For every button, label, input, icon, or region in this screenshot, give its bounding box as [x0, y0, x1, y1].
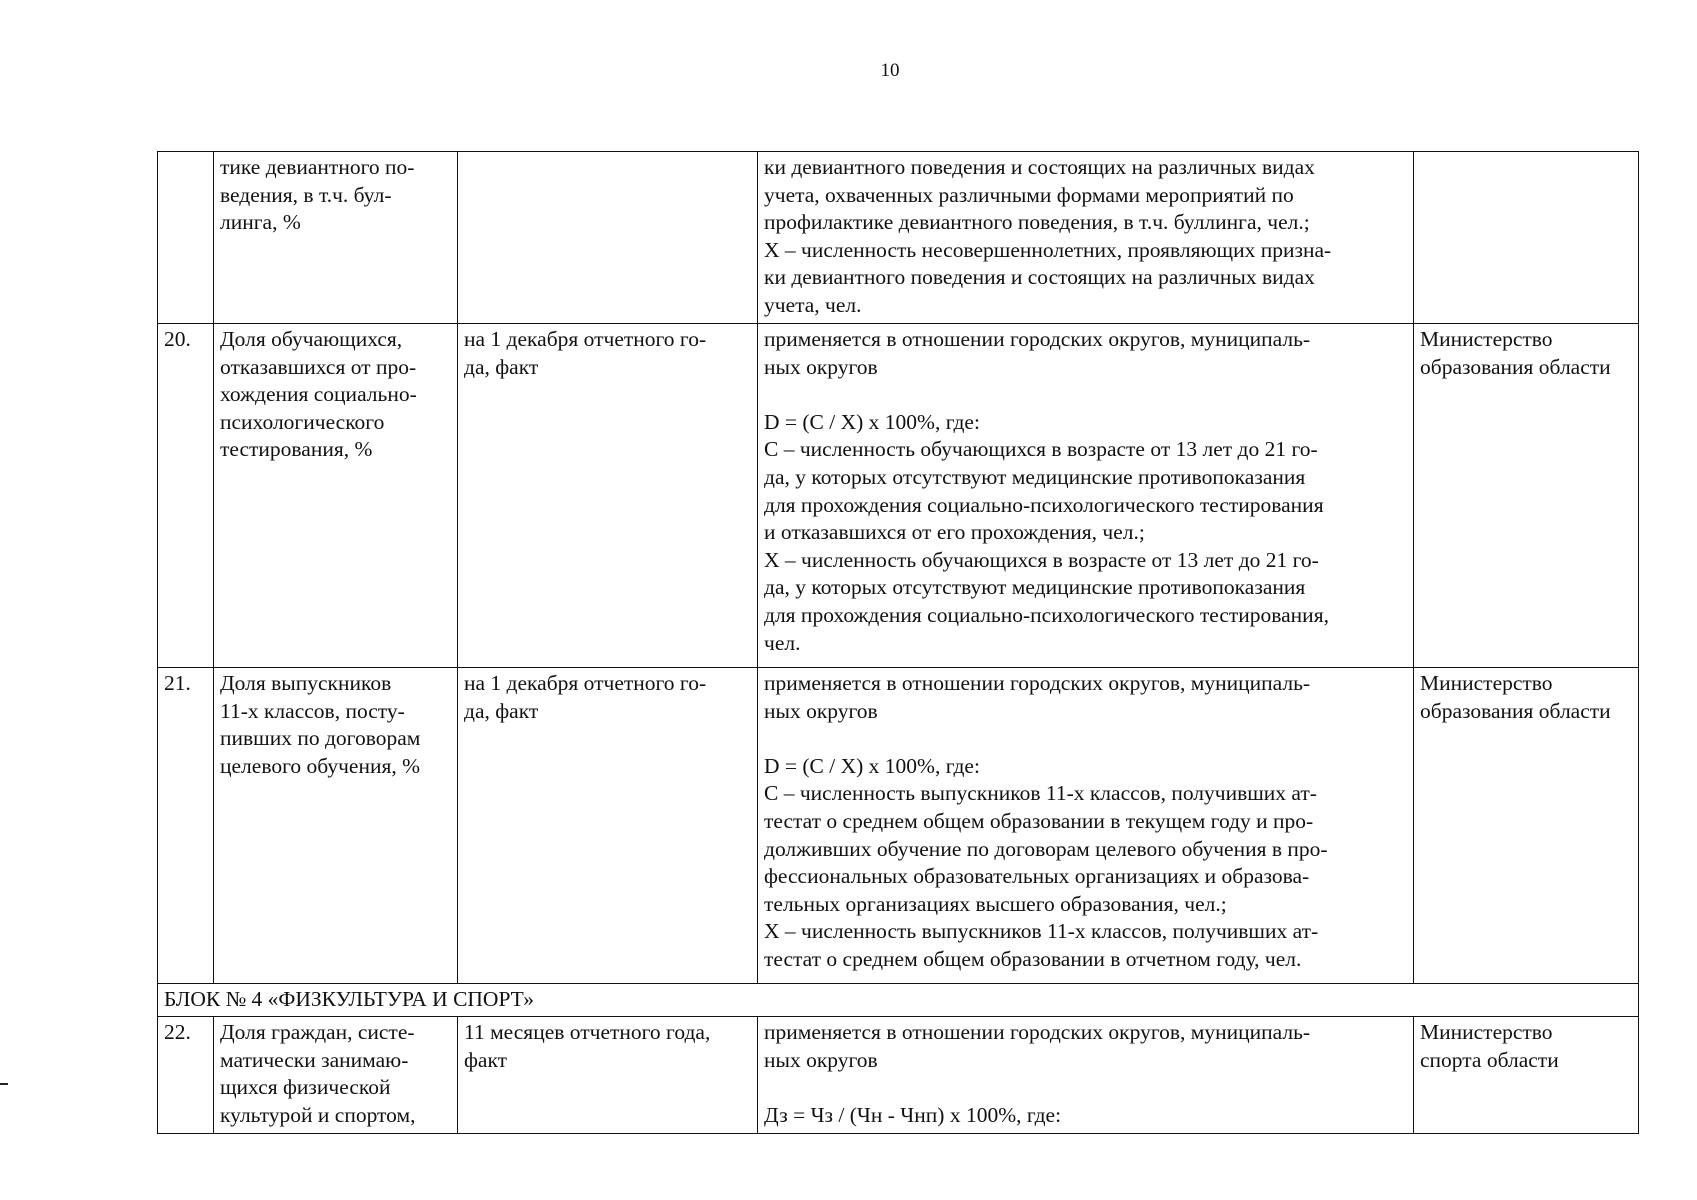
page-number: 10 [880, 60, 900, 81]
period-cell: на 1 декабря отчетного го- да, факт [458, 324, 758, 668]
block-heading-row [158, 984, 1639, 1017]
row-number-cell: 21. [158, 668, 214, 984]
period-cell [458, 152, 758, 324]
indicator-cell: Доля обучающихся, отказавшихся от про- хождения социально- психологического тестирования, % [214, 324, 458, 668]
row-number-cell: 20. [158, 324, 214, 668]
table-row [158, 668, 1639, 984]
indicator-cell: тике девиантного по- ведения, в т.ч. бул- линга, % [214, 152, 458, 324]
row-number-cell: 22. [158, 1017, 214, 1134]
period-cell: 11 месяцев отчетного года, факт [458, 1017, 758, 1134]
responsible-cell: Министерство образования области [1414, 324, 1639, 668]
period-cell: на 1 декабря отчетного го- да, факт [458, 668, 758, 984]
margin-mark [0, 1083, 8, 1085]
method-cell: применяется в отношении городских округов, муниципаль- ных округов D = (C / X) x 100%, где: C – численность обучающихся в возрасте от 13 лет до 21 го- да, у которых отсутствуют медицинские противопоказания для прохождения социально-психологического тестирования и отказавшихся от его прохождения, чел.; X – численность обучающихся в возрасте от 13 лет до 21 го- да, у которых отсутствуют медицинские противопоказания для прохождения социально-психологического тестирования, чел. [758, 324, 1414, 668]
responsible-cell [1414, 152, 1639, 324]
table-row [158, 324, 1639, 668]
indicator-cell: Доля выпускников 11-х классов, посту- пивших по договорам целевого обучения, % [214, 668, 458, 984]
indicator-cell: Доля граждан, систе- матически занимаю- щихся физической культурой и спортом, [214, 1017, 458, 1134]
method-cell: применяется в отношении городских округов, муниципаль- ных округов D = (C / X) x 100%, где: C – численность выпускников 11-х классов, получивших ат- тестат о среднем общем образовании в текущем году и про- долживших обучение по договорам целевого обучения в про- фессиональных образовательных организациях и образова- тельных организациях высшего образования, чел.; X – численность выпускников 11-х классов, получивших ат- тестат о среднем общем образовании в отчетном году, чел. [758, 668, 1414, 984]
responsible-cell: Министерство образования области [1414, 668, 1639, 984]
method-cell: применяется в отношении городских округов, муниципаль- ных округов Дз = Чз / (Чн - Чнп) x 100%, где: [758, 1017, 1414, 1134]
indicators-table [157, 151, 1639, 1134]
row-number-cell [158, 152, 214, 324]
responsible-cell: Министерство спорта области [1414, 1017, 1639, 1134]
block-heading: БЛОК № 4 «ФИЗКУЛЬТУРА И СПОРТ» [158, 984, 1639, 1017]
table-row [158, 152, 1639, 324]
method-cell: ки девиантного поведения и состоящих на различных видах учета, охваченных различными формами мероприятий по профилактике девиантного поведения, в т.ч. буллинга, чел.; X – численность несовершеннолетних, проявляющих призна- ки девиантного поведения и состоящих на различных видах учета, чел. [758, 152, 1414, 324]
table-row [158, 1017, 1639, 1134]
